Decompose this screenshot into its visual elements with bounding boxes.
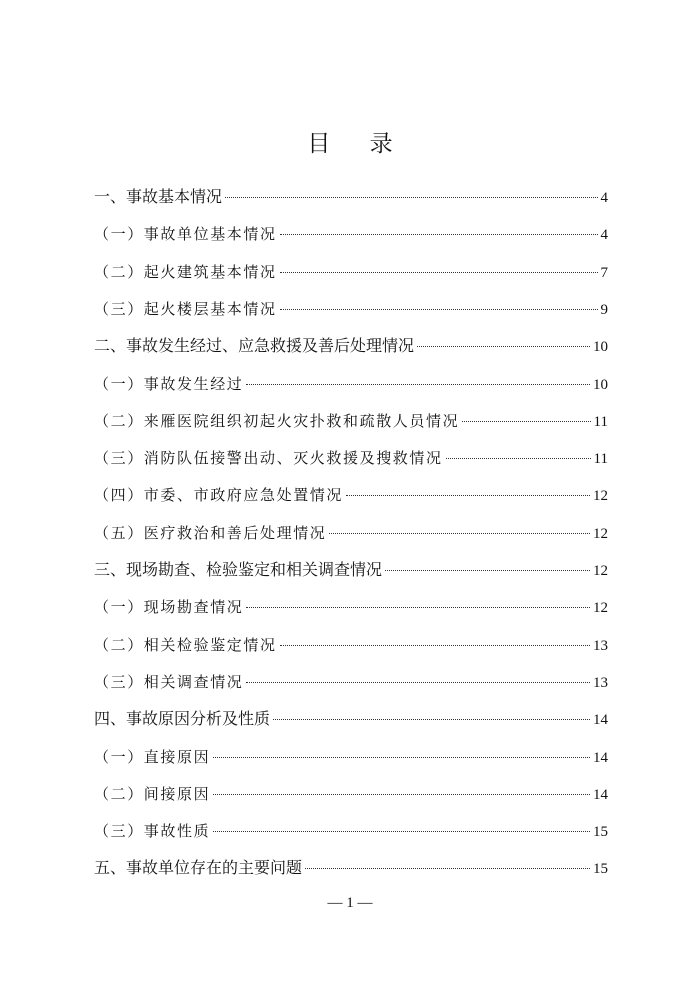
toc-title: 目 录 xyxy=(307,131,409,157)
toc-entry-page: 14 xyxy=(593,712,608,729)
dot-leader xyxy=(280,309,598,310)
toc-entry-page: 7 xyxy=(600,264,608,281)
dot-leader xyxy=(213,757,590,758)
dot-leader xyxy=(417,346,590,347)
toc-entry-label: （五）医疗救治和善后处理情况 xyxy=(94,523,327,542)
toc-entry-page: 14 xyxy=(593,749,608,766)
dot-leader xyxy=(329,533,590,534)
toc-entry[interactable] xyxy=(94,596,608,618)
toc-entry-label: （三）相关调查情况 xyxy=(94,672,244,691)
toc-entry-page: 11 xyxy=(593,413,608,430)
toc-entry-page: 13 xyxy=(593,637,608,654)
toc-entry-page: 15 xyxy=(593,861,608,878)
dot-leader xyxy=(446,458,591,459)
dot-leader xyxy=(213,831,590,832)
toc-entry-page: 14 xyxy=(593,786,608,803)
dot-leader xyxy=(246,607,590,608)
toc-entry-label: （三）消防队伍接警出动、灭火救援及搜救情况 xyxy=(94,449,443,468)
toc-entry-page: 10 xyxy=(593,376,608,393)
toc-entry-page: 12 xyxy=(593,525,608,542)
toc-entry-label: （三）事故性质 xyxy=(94,822,211,841)
toc-entry[interactable] xyxy=(94,410,608,432)
toc-entry[interactable] xyxy=(94,820,608,842)
toc-entry[interactable] xyxy=(94,373,608,395)
dot-leader xyxy=(305,868,590,869)
dot-leader xyxy=(346,495,590,496)
toc-entry-label: 三、现场勘查、检验鉴定和相关调查情况 xyxy=(94,560,383,579)
dot-leader xyxy=(246,384,590,385)
toc-entry[interactable] xyxy=(94,671,608,693)
toc-entry[interactable] xyxy=(94,484,608,506)
toc-entry-label: 四、事故原因分析及性质 xyxy=(94,709,271,729)
dot-leader xyxy=(280,272,598,273)
toc-entry-label: 五、事故单位存在的主要问题 xyxy=(94,858,303,878)
dot-leader xyxy=(462,421,590,422)
dot-leader xyxy=(385,570,590,571)
toc-entry-page: 4 xyxy=(600,190,608,206)
toc-entry-label: （二）起火建筑基本情况 xyxy=(94,262,277,281)
toc-entry-page: 9 xyxy=(600,301,608,318)
toc-entry[interactable] xyxy=(94,783,608,805)
toc-entry-label: （三）起火楼层基本情况 xyxy=(94,299,277,318)
toc-entry[interactable] xyxy=(94,447,608,469)
toc-entry-label: （二）间接原因 xyxy=(94,784,211,803)
toc-entry[interactable] xyxy=(94,522,608,544)
toc-entry-label: 二、事故发生经过、应急救援及善后处理情况 xyxy=(94,336,415,356)
dot-leader xyxy=(273,719,590,720)
toc-entry-label: （一）现场勘查情况 xyxy=(94,598,244,617)
toc-entry-page: 11 xyxy=(593,451,608,468)
toc-entry-label: （一）事故发生经过 xyxy=(94,374,244,393)
dot-leader xyxy=(225,197,597,198)
dot-leader xyxy=(280,234,598,235)
toc-entry-page: 4 xyxy=(600,227,608,244)
toc-entry[interactable] xyxy=(94,335,608,357)
toc-entry-label: （一）直接原因 xyxy=(94,747,211,766)
toc-entry-label: （二）来雁医院组织初起火灾扑救和疏散人员情况 xyxy=(94,411,460,430)
page-number: — 1 — xyxy=(327,895,373,911)
toc-entry-page: 12 xyxy=(593,600,608,617)
toc-entry-page: 15 xyxy=(593,824,608,841)
toc-entry-label: 一、事故基本情况 xyxy=(94,187,223,206)
toc-entry-label: （二）相关检验鉴定情况 xyxy=(94,635,277,654)
toc-entry[interactable] xyxy=(94,261,608,283)
toc-entry[interactable] xyxy=(94,746,608,768)
toc-entry-label: （一）事故单位基本情况 xyxy=(94,225,277,244)
toc-entry-page: 12 xyxy=(593,563,608,579)
toc-entry[interactable] xyxy=(94,559,608,581)
dot-leader xyxy=(213,794,590,795)
dot-leader xyxy=(246,682,590,683)
toc-entry[interactable] xyxy=(94,708,608,730)
toc-entry[interactable] xyxy=(94,223,608,245)
toc-entry[interactable] xyxy=(94,186,608,208)
toc-entry[interactable] xyxy=(94,857,608,879)
toc-entry[interactable] xyxy=(94,634,608,656)
toc-entry-page: 10 xyxy=(593,339,608,356)
toc-entry-label: （四）市委、市政府应急处置情况 xyxy=(94,486,344,505)
dot-leader xyxy=(280,645,590,646)
toc-entry-page: 13 xyxy=(593,674,608,691)
toc-entry[interactable] xyxy=(94,298,608,320)
toc-entry-page: 12 xyxy=(593,488,608,505)
